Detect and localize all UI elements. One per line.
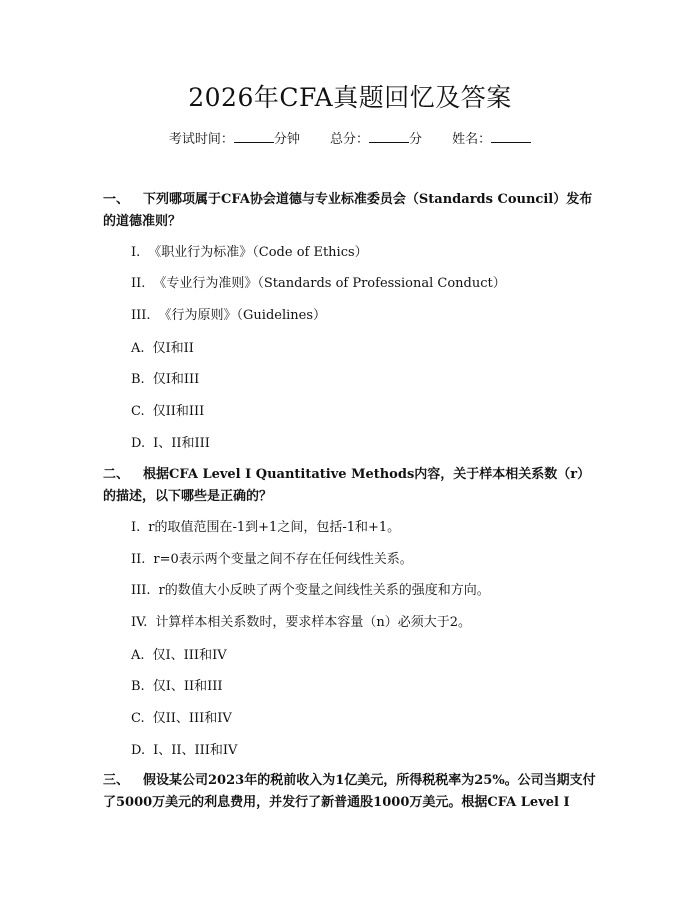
question-2-number: 二、 bbox=[103, 467, 130, 482]
question-2-choice-d bbox=[131, 740, 237, 762]
question-1-statement-3 bbox=[131, 305, 326, 327]
choice-text: I、II和III bbox=[153, 436, 210, 451]
exam-time bbox=[169, 129, 300, 151]
choice-marker: A. bbox=[131, 648, 145, 663]
choice-text: 仅I和II bbox=[152, 341, 194, 356]
question-1-statement-2 bbox=[131, 273, 506, 295]
question-3-stem bbox=[103, 770, 600, 814]
question-2-choice-a bbox=[131, 645, 227, 667]
question-1-choice-b bbox=[131, 369, 199, 391]
exam-time-unit: 分钟 bbox=[273, 132, 300, 147]
question-1-text: 下列哪项属于CFA协会道德与专业标准委员会（Standards Council）发布的道德准则？ bbox=[103, 192, 593, 229]
student-name-blank bbox=[491, 129, 531, 143]
choice-marker: A. bbox=[131, 341, 145, 356]
question-1-choice-a bbox=[131, 338, 194, 360]
exam-info-line bbox=[0, 129, 700, 151]
question-2-statement-4 bbox=[131, 612, 471, 634]
choice-marker: D. bbox=[131, 436, 146, 451]
choice-marker: C. bbox=[131, 404, 145, 419]
question-2-choice-b bbox=[131, 676, 223, 698]
question-2-stem bbox=[103, 464, 600, 508]
choice-text: 仅II、III和IV bbox=[152, 711, 232, 726]
total-score-label: 总分： bbox=[329, 132, 369, 147]
question-3-text: 假设某公司2023年的税前收入为1亿美元，所得税税率为25%。公司当期支付了5000万美元的利息费用，并发行了新普通股1000万美元。根据CFA Level I bbox=[103, 773, 596, 810]
question-3-number: 三、 bbox=[103, 773, 130, 788]
document-title: 2026年CFA真题回忆及答案 bbox=[188, 83, 512, 112]
total-score-unit: 分 bbox=[409, 132, 423, 147]
exam-time-label: 考试时间： bbox=[168, 132, 234, 147]
statement-marker: III. bbox=[131, 583, 151, 598]
choice-text: 仅I、II和III bbox=[152, 679, 223, 694]
question-1-choice-c bbox=[131, 401, 204, 423]
question-2-text: 根据CFA Level I Quantitative Methods内容，关于样本相关系数（r）的描述，以下哪些是正确的？ bbox=[103, 467, 591, 504]
question-1-choice-d bbox=[131, 433, 210, 455]
choice-text: 仅II和III bbox=[152, 404, 205, 419]
choice-marker: D. bbox=[131, 743, 146, 758]
question-1-number: 一、 bbox=[103, 192, 130, 207]
statement-marker: IV. bbox=[131, 615, 148, 630]
total-score bbox=[330, 129, 422, 151]
total-score-blank bbox=[369, 129, 409, 143]
statement-text: 《职业行为标准》（Code of Ethics） bbox=[148, 245, 368, 260]
choice-marker: B. bbox=[131, 679, 145, 694]
statement-marker: II. bbox=[131, 552, 146, 567]
question-1-statement-1 bbox=[131, 242, 368, 264]
question-1-stem bbox=[103, 189, 600, 233]
statement-marker: III. bbox=[131, 308, 151, 323]
choice-text: I、II、III和IV bbox=[153, 743, 238, 758]
statement-text: 《行为原则》（Guidelines） bbox=[158, 308, 327, 323]
question-2-statement-2 bbox=[131, 549, 413, 571]
statement-marker: I. bbox=[131, 245, 141, 260]
statement-text: r的取值范围在-1到+1之间，包括-1和+1。 bbox=[148, 520, 401, 535]
question-2-statement-1 bbox=[131, 517, 400, 539]
statement-text: 《专业行为准则》（Standards of Professional Conduct） bbox=[153, 276, 506, 291]
question-2-choice-c bbox=[131, 708, 232, 730]
statement-text: r=0表示两个变量之间不存在任何线性关系。 bbox=[153, 552, 413, 567]
choice-marker: B. bbox=[131, 372, 145, 387]
choice-text: 仅I和III bbox=[152, 372, 200, 387]
exam-time-blank bbox=[234, 129, 274, 143]
choice-marker: C. bbox=[131, 711, 145, 726]
question-2-statement-3 bbox=[131, 580, 490, 602]
statement-marker: I. bbox=[131, 520, 141, 535]
statement-text: 计算样本相关系数时，要求样本容量（n）必须大于2。 bbox=[155, 615, 472, 630]
statement-marker: II. bbox=[131, 276, 146, 291]
student-name bbox=[452, 129, 531, 151]
student-name-label: 姓名： bbox=[452, 132, 492, 147]
choice-text: 仅I、III和IV bbox=[152, 648, 227, 663]
statement-text: r的数值大小反映了两个变量之间线性关系的强度和方向。 bbox=[158, 583, 490, 598]
